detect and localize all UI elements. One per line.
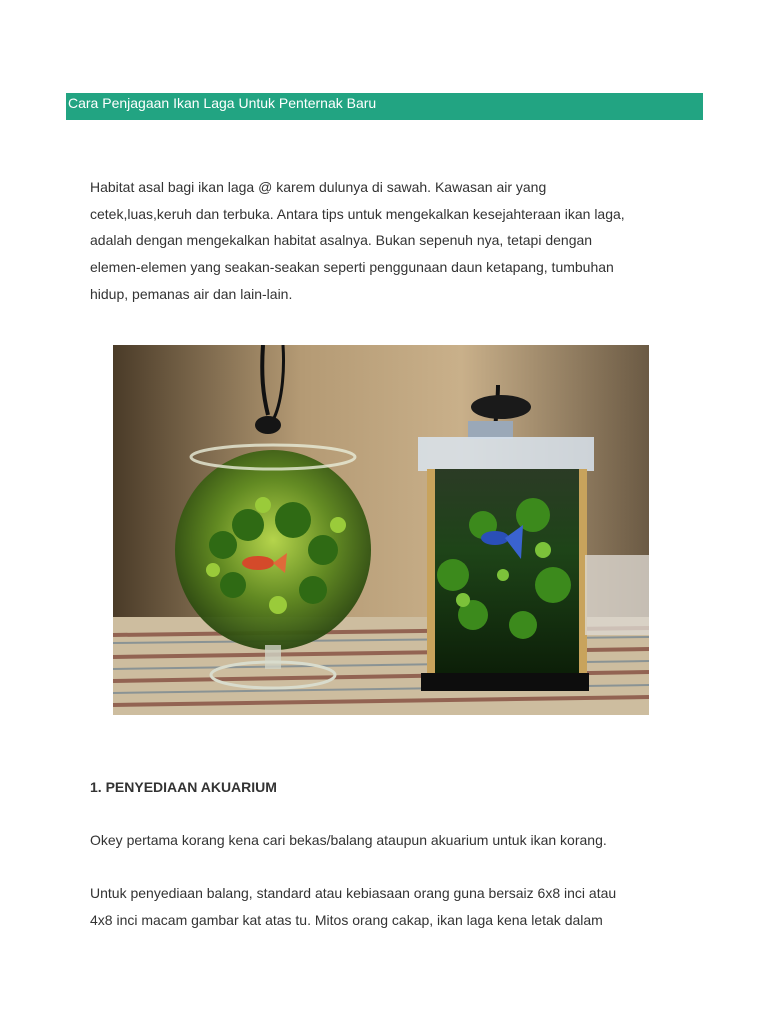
intro-line: cetek,luas,keruh dan terbuka. Antara tips untuk mengekalkan kesejahteraan ikan laga, bbox=[90, 205, 625, 222]
intro-line: hidup, pemanas air dan lain-lain. bbox=[90, 285, 293, 302]
intro-line: Habitat asal bagi ikan laga @ karem dulunya di sawah. Kawasan air yang bbox=[90, 179, 547, 195]
section-line: Untuk penyediaan balang, standard atau kebiasaan orang guna bersaiz 6x8 inci atau bbox=[90, 885, 617, 901]
intro-line: elemen-elemen yang seakan-seakan seperti penggunaan daun ketapang, tumbuhan bbox=[90, 259, 614, 276]
aquarium-photo bbox=[113, 345, 649, 715]
section-line: 4x8 inci macam gambar kat atas tu. Mitos orang cakap, ikan laga kena letak dalam bbox=[90, 911, 603, 928]
intro-line: adalah dengan mengekalkan habitat asalnya. Bukan sepenuh nya, tetapi dengan bbox=[90, 232, 593, 249]
section-heading: 1. PENYEDIAAN AKUARIUM bbox=[90, 779, 277, 795]
intro-paragraph bbox=[90, 174, 690, 308]
title-bar bbox=[66, 93, 703, 120]
section-paragraph bbox=[90, 827, 690, 854]
section-line: Okey pertama korang kena cari bekas/balang ataupun akuarium untuk ikan korang. bbox=[90, 832, 607, 848]
page-title: Cara Penjagaan Ikan Laga Untuk Penternak Baru bbox=[68, 95, 377, 111]
section-paragraph bbox=[90, 880, 690, 933]
